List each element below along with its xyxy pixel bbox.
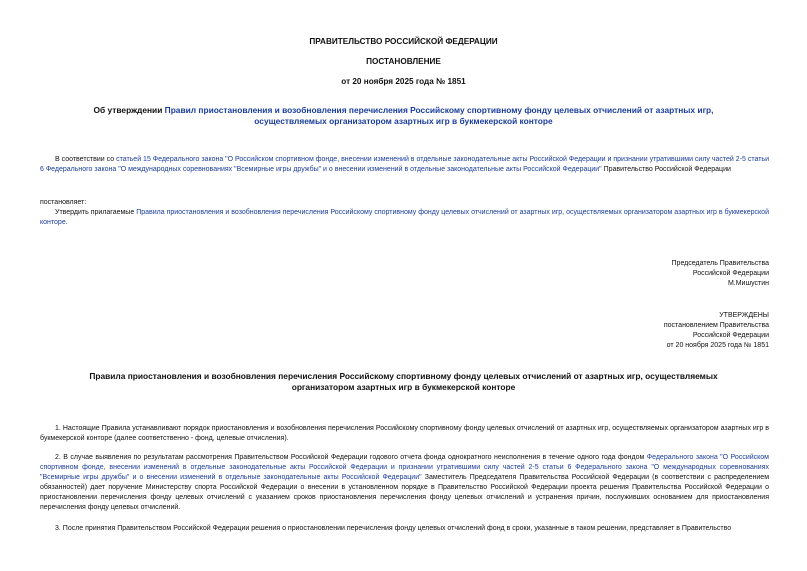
preamble-text-1: В соответствии со [55,156,117,163]
approved-line-4: от 20 ноября 2025 года № 1851 [666,342,769,349]
doc-date-number: от 20 ноября 2025 года № 1851 [341,77,466,86]
signature-line-2: Российской Федерации [692,270,769,277]
signature-line-3: М.Мишустин [727,280,769,287]
preamble-paragraph [40,155,769,175]
decree-rules-link[interactable]: Правила приостановления и возобновления перечисления Российскому спортивному фонду целевых отчислений от азартных игр, осуществляемых организатором азартных игр в букмекерской конторе [40,209,769,226]
rules-title: Правила приостановления и возобновления перечисления Российскому спортивному фонду целевых отчислений от азартных игр, осуществляемых организатором азартных игр в букмекерской конторе [89,371,718,392]
approved-line-1: УТВЕРЖДЕНЫ [719,312,769,319]
rules-title-link[interactable]: Правил приостановления и возобновления перечисления Российскому спортивному фонду целевых отчислений от азартных игр, осуществляемых организатором азартных игр в букмекерской конторе [164,105,714,126]
approved-line-3: Российской Федерации [692,332,769,339]
rules-p2-text-2: Заместитель Председателя Правительства Российской Федерации (в соответствии с распределением обязанностей) дает поручение Министерству спорта Российской Федерации о внесении в установленном порядке в Правительство Российской Федерации проекта решения Правительства Российской Федерации о приостановлении перечисления фонду целевых отчислений с указанием сроков приостановления перечисления фонду целевых отчислений и устранения причин, послуживших основанием для приостановления перечисления фонду целевых отчислений. [40,474,770,511]
doc-type-heading: ПОСТАНОВЛЕНИЕ [366,57,441,66]
approved-block [664,311,769,351]
rules-paragraph-2 [40,453,769,513]
rules-p2-text-1: 2. В случае выявления по результатам рассмотрения Правительством Российской Федерации годового отчета фонда однократного неисполнения в течение одного года фондом [55,454,647,461]
government-heading: ПРАВИТЕЛЬСТВО РОССИЙСКОЙ ФЕДЕРАЦИИ [309,37,498,46]
decree-text-1: Утвердить прилагаемые [55,209,137,216]
rules-p2-law-link[interactable]: Федерального закона "О Российском спортивном фонде, внесении изменений в отдельные законодательные акты Российской Федерации и признании утратившими силу частей 2-5 статьи 6 Федерального закона "О международных соревнованиях "Всемирные игры дружбы" и о внесении изменений в отдельные законодательные акты Российской Федерации" [40,454,769,481]
decree-title [70,105,737,127]
decree-text-2: . [65,219,68,226]
rules-paragraph-3: 3. После принятия Правительством Российской Федерации решения о приостановлении перечисления фонду целевых отчислений фонд в сроки, указанные в таком решении, представляет в Правительство [55,525,732,532]
decree-title-prefix: Об утверждении [93,105,165,115]
rules-paragraph-1: 1. Настоящие Правила устанавливают порядок приостановления и возобновления перечисления Российскому спортивному фонду целевых отчислений от азартных игр, осуществляемых организатором азартных игр в букмекерской конторе (далее соответственно - фонд, целевые отчисления). [40,425,769,442]
signature-line-1: Председатель Правительства [671,260,769,267]
decree-paragraph [40,208,769,228]
preamble-law-link[interactable]: статьей 15 Федерального закона "О Российском спортивном фонде, внесении изменений в отдельные законодательные акты Российской Федерации и признании утратившими силу частей 2-5 статьи 6 Федерального закона "О международных соревнованиях "Всемирные игры дружбы" и о внесении изменений в отдельные законодательные акты Российской Федерации" [40,156,769,173]
postanovlyaet-label: постановляет: [40,199,87,206]
preamble-text-2: Правительство Российской Федерации [601,166,731,173]
approved-line-2: постановлением Правительства [663,322,769,329]
signature-block [672,259,769,289]
